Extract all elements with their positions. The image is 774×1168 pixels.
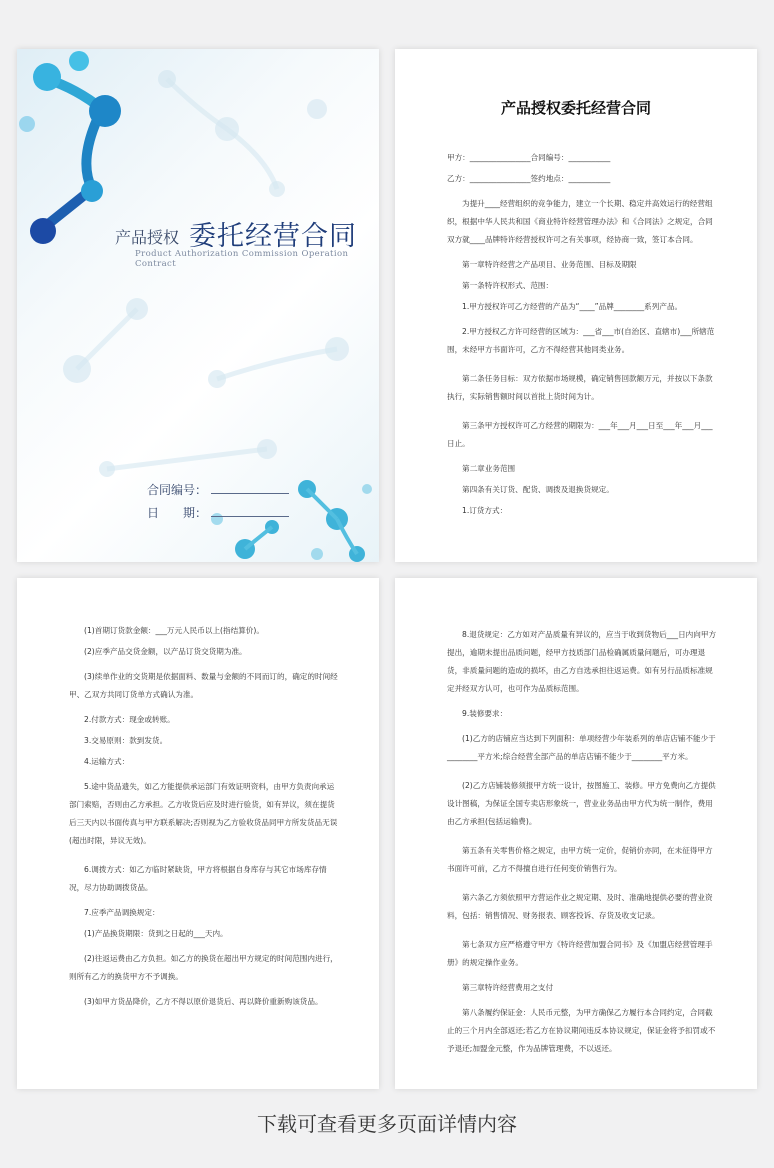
paragraph: (3)续单作业的交货期是依据面料、数量与金额的不同而订的，确定的时间经甲、乙双方共同订货单方式确认为准。 [69, 672, 338, 699]
paragraph: 9.装修要求： [462, 709, 508, 718]
paragraph: (2)乙方店铺装修须报甲方统一设计，按图施工、装修。甲方免费向乙方提供设计图稿，为保证全国专卖店形象统一，营业业务品由甲方代为统一制作，费用由乙方承担(包括运输费)。 [447, 781, 716, 826]
paragraph: 第八条履约保证金：人民币元整，为甲方确保乙方履行本合同约定，合同截止的三个月内全部返还;若乙方在协议期间违反本协议规定，保证金将予扣罚或不予退还;加盟金元整，作为品牌管理费，不以返还。 [447, 1008, 716, 1053]
paragraph: (3)如甲方货品降价，乙方不得以原价退货后、再以降价重新购该货品。 [84, 997, 323, 1006]
contract-number-label: 合同编号： [147, 483, 208, 497]
document-title: 产品授权委托经营合同 [500, 99, 651, 117]
paragraph: 7.应季产品调换规定： [84, 908, 160, 917]
paragraph: 第六条乙方须依照甲方营运作业之规定期、及时、准确地提供必要的营业资料，包括：销售情况、财务报表、顾客投诉、存货及收支记录。 [447, 893, 713, 920]
paragraph: 第四条有关订货、配货、调拨及退换货规定。 [462, 485, 614, 494]
paragraph: 甲方：________________合同编号：___________ [447, 153, 611, 162]
contract-page-2 [17, 578, 379, 1089]
paragraph: 8.退货规定：乙方如对产品质量有异议的，应当于收到货物后___日内向甲方提出，逾期未提出品质问题，经甲方技质部门品检确属质量问题后，可办理退货，非质量问题的造成的损坏，由乙方自选承担往返运费。如有另行品质标准规定并经双方认可，也可作为品质标范围。 [447, 630, 717, 693]
paragraph: 第二条任务目标：双方依据市场规模，确定销售回款额万元，并按以下条款执行，实际销售额时间以首批上货时间为计。 [447, 374, 713, 401]
paragraph: 第三条甲方授权许可乙方经营的期限为：___年___月___日至___年___月___日止。 [447, 421, 713, 448]
paragraph: (2)往返运费由乙方负担。如乙方的换货在超出甲方规定的时间范围内进行，则所有乙方的换货甲方不予调换。 [69, 954, 338, 981]
page3-body [447, 626, 717, 1058]
paragraph: (2)应季产品交货金额，以产品订货交货期为准。 [84, 647, 247, 656]
paragraph: (1)乙方的店铺应当达到下列面积：单项经营少年装系列的单店店铺不能少于________平方米;综合经营全部产品的单店店铺不能少于________平方米。 [447, 734, 716, 761]
paragraph: 第七条双方应严格遵守甲方《特许经营加盟合同书》及《加盟店经营管理手册》的规定操作业务。 [447, 940, 713, 967]
paragraph: 第一条特许权形式、范围： [462, 281, 554, 290]
cover-title-prefix: 产品授权 [115, 228, 180, 247]
date-label: 日 期： [147, 506, 208, 520]
paragraph: 第一章特许经营之产品项目、业务范围、目标及期限 [462, 260, 637, 269]
cover-contract-number-field [147, 481, 289, 498]
paragraph: (1)首期订货款金额：___万元人民币以上(指结算价)。 [84, 626, 264, 635]
contract-page-1 [395, 49, 757, 562]
paragraph: 4.运输方式： [84, 757, 130, 766]
paragraph: 第二章业务范围 [462, 464, 516, 473]
paragraph: 2.甲方授权乙方许可经营的区域为：___省___市(自治区、直辖市)___所辖范围，未经甲方书面许可，乙方不得经营其他同类业务。 [447, 327, 715, 354]
paragraph: 1.订货方式： [462, 506, 508, 515]
paragraph: 5.途中货品遗失，如乙方能提供承运部门有效证明资料，由甲方负责向承运部门索赔，否则由乙方承担。乙方收货后应及时进行验货，如有异议，须在提货后三天内以书面传真与甲方联系解决;否则视为乙方验收货品同甲方所发货品无误(超出时限，异议无效)。 [69, 782, 338, 845]
cover-page [17, 49, 379, 562]
download-more-caption: 下载可查看更多页面详情内容 [257, 1112, 517, 1136]
date-line [211, 506, 289, 517]
paragraph: 第五条有关零售价格之规定，由甲方统一定价，促销价亦同，在未征得甲方书面许可前，乙方不得擅自进行任何变价销售行为。 [447, 846, 713, 873]
paragraph: 乙方：________________签约地点：___________ [447, 174, 611, 183]
page1-body [447, 153, 717, 516]
contract-page-3 [395, 578, 757, 1089]
cover-title-main: 委托经营合同 [189, 221, 357, 252]
contract-number-line [211, 483, 289, 494]
paragraph: 第三章特许经营费用之支付 [462, 983, 554, 992]
paragraph: (1)产品换货期限：货到之日起的___天内。 [84, 929, 228, 938]
paragraph: 6.调拨方式：如乙方临时紧缺货，甲方将根据自身库存与其它市场库存情况，尽力协助调拨货品。 [69, 865, 327, 892]
paragraph: 3.交易原则：款到发货。 [84, 736, 168, 745]
cover-subtitle: Product Authorization Commission Operation Contract [135, 249, 349, 269]
cover-date-field [147, 504, 289, 521]
paragraph: 1.甲方授权许可乙方经营的产品为“____”品牌________系列产品。 [462, 302, 683, 311]
page2-body [69, 626, 339, 1007]
paragraph: 2.付款方式：现金或转账。 [84, 715, 175, 724]
paragraph: 为提升____经营组织的竞争能力，建立一个长期、稳定并高效运行的经营组织，根据中华人民共和国《商业特许经营管理办法》和《合同法》之规定，合同双方就____品牌特许经营授权许可之有关事项，经协商一致，签订本合同。 [447, 199, 713, 244]
